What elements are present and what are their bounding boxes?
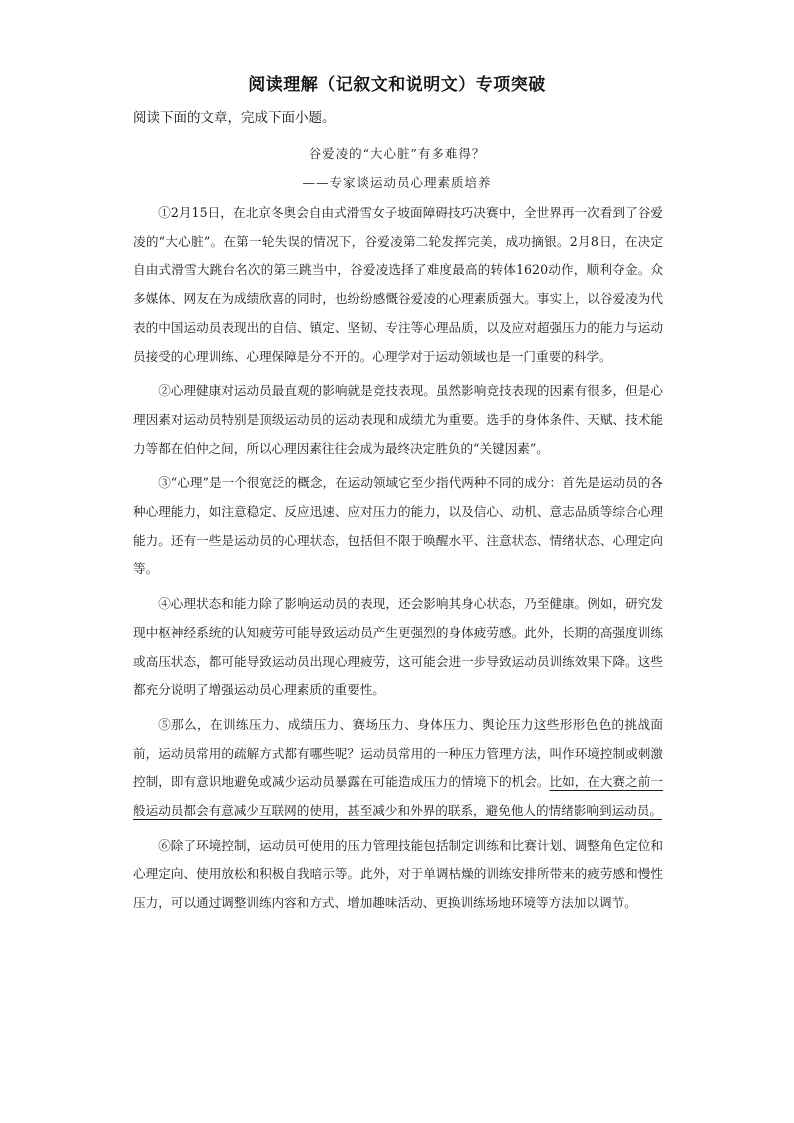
paragraph-6: ⑥除了环境控制，运动员可使用的压力管理技能包括制定训练和比赛计划、调整角色定位和心理定向、使用放松和积极自我暗示等。此外，对于单调枯燥的训练安排所带来的疲劳感和慢性压力，可以通过调整训练内容和方式、增加趣味活动、更换训练场地环境等方法加以调节。 bbox=[133, 837, 663, 911]
article-body bbox=[133, 199, 663, 924]
paragraph-3: ③“心理”是一个很宽泛的概念，在运动领域它至少指代两种不同的成分：首先是运动员的各种心理能力，如注意稳定、反应迅速、应对压力的能力，以及信心、动机、意志品质等综合心理能力。还有一些是运动员的心理状态，包括但不限于唤醒水平、注意状态、情绪状态、心理定向等。 bbox=[133, 475, 663, 577]
article-title: 谷爱凌的“大心脏”有多难得？ bbox=[308, 146, 486, 161]
article-subtitle: ——专家谈运动员心理素质培养 bbox=[302, 175, 492, 190]
instruction-text: 阅读下面的文章，完成下面小题。 bbox=[133, 110, 336, 126]
paragraph-5 bbox=[133, 711, 663, 826]
paragraph-5-text: ⑤那么，在训练压力、成绩压力、赛场压力、身体压力、舆论压力这些形形色色的挑战面前，运动员常用的疏解方式都有哪些呢？运动员常用的一种压力管理方法，叫作环境控制或刺激控制，即有意识地避免或减少运动员暴露在可能造成压力的情境下的机会。 bbox=[133, 716, 663, 790]
page-title: 阅读理解（记叙文和说明文）专项突破 bbox=[248, 75, 546, 95]
paragraph-4: ④心理状态和能力除了影响运动员的表现，还会影响其身心状态，乃至健康。例如，研究发现中枢神经系统的认知疲劳可能导致运动员产生更强烈的身体疲劳感。此外，长期的高强度训练或高压状态，都可能导致运动员出现心理疲劳，这可能会进一步导致运动员训练效果下降。这些都充分说明了增强运动员心理素质的重要性。 bbox=[133, 596, 663, 698]
underlined-sentence: 比如，在大赛之前一般运动员都会有意减少互联网的使用，甚至减少和外界的联系，避免他人的情绪影响到运动员。 bbox=[133, 774, 664, 819]
paragraph-2: ②心理健康对运动员最直观的影响就是竞技表现。虽然影响竞技表现的因素有很多，但是心理因素对运动员特别是顶级运动员的运动表现和成绩尤为重要。选手的身体条件、天赋、技术能力等都在伯仲之间，所以心理因素往往会成为最终决定胜负的“关键因素”。 bbox=[133, 383, 663, 456]
paragraph-1: ①2月15日，在北京冬奥会自由式滑雪女子坡面障碍技巧决赛中，全世界再一次看到了谷爱凌的“大心脏”。在第一轮失误的情况下，谷爱凌第二轮发挥完美，成功摘银。2月8日，在决定自由式滑雪大跳台名次的第三跳当中，谷爱凌选择了难度最高的转体1620动作，顺利夺金。众多媒体、网友在为成绩欣喜的同时，也纷纷感慨谷爱凌的心理素质强大。事实上，以谷爱凌为代表的中国运动员表现出的自信、镇定、坚韧、专注等心理品质，以及应对超强压力的能力与运动员接受的心理训练、心理保障是分不开的。心理学对于运动领域也是一门重要的科学。 bbox=[133, 205, 663, 364]
